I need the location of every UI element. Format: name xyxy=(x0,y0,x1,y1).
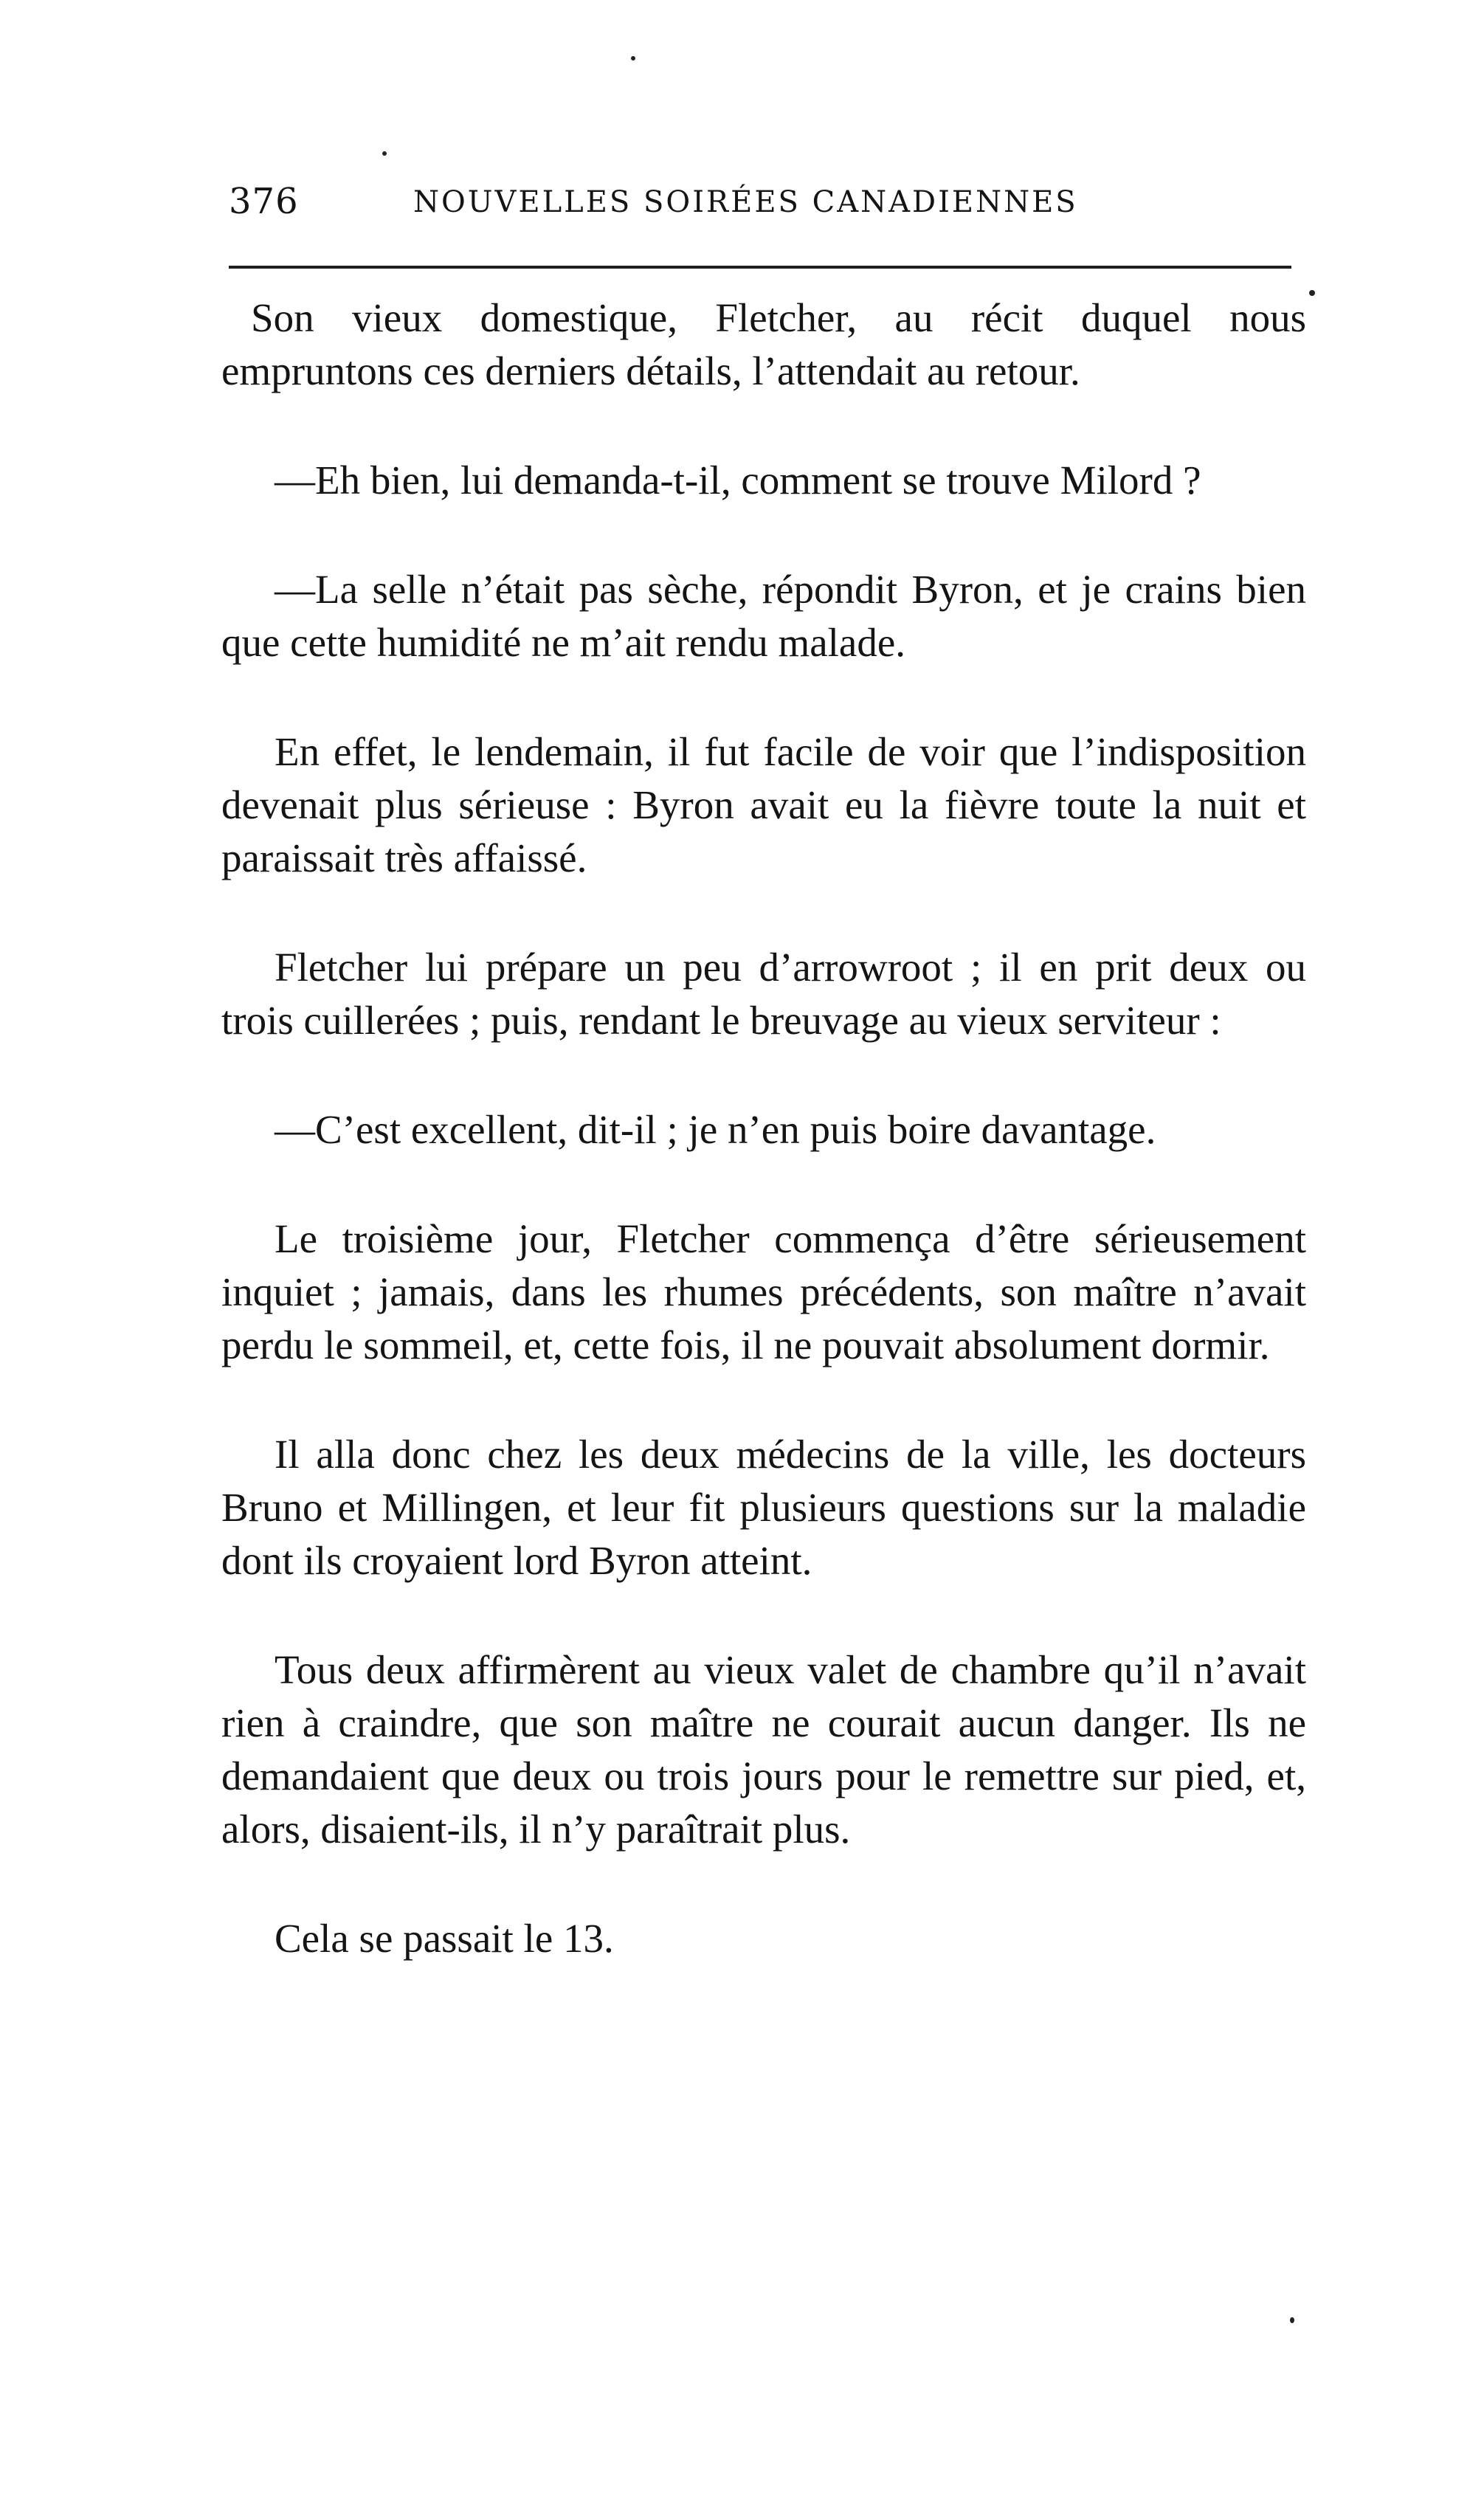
page-number: 376 xyxy=(229,181,299,222)
paragraph: Cela se passait le 13. xyxy=(275,1916,614,1961)
ink-speck xyxy=(1290,2317,1294,2323)
paragraph: —La selle n’était pas sèche, répondit Byron, et je crains bien que cette humidité ne m’ait rendu malade. xyxy=(221,567,1306,665)
paragraph: —C’est excellent, dit-il ; je n’en puis boire davantage. xyxy=(275,1107,1156,1152)
ink-speck xyxy=(1309,290,1315,296)
paragraph: —Eh bien, lui demanda-t-il, comment se trouve Milord ? xyxy=(275,458,1201,503)
paragraph: Fletcher lui prépare un peu d’arrowroot ; il en prit deux ou trois cuillerées ; puis, rendant le breuvage au vieux serviteur : xyxy=(221,945,1306,1043)
body-text xyxy=(221,292,1306,2021)
running-head: NOUVELLES SOIRÉES CANADIENNES xyxy=(413,185,1078,219)
paragraph: En effet, le lendemain, il fut facile de voir que l’indisposition devenait plus sérieuse : Byron avait eu la fièvre toute la nuit et paraissait très affaissé. xyxy=(221,729,1306,880)
paragraph: Il alla donc chez les deux médecins de la ville, les docteurs Bruno et Millingen, et leur fit plusieurs questions sur la maladie dont ils croyaient lord Byron atteint. xyxy=(221,1432,1306,1583)
page-header xyxy=(229,181,1291,240)
header-rule xyxy=(229,266,1291,269)
ink-speck xyxy=(631,56,635,61)
ink-speck xyxy=(382,151,387,156)
paragraph: Tous deux affirmèrent au vieux valet de chambre qu’il n’avait rien à craindre, que son maître ne courait aucun danger. Ils ne demandaient que deux ou trois jours pour le remettre sur pied, et, alors, disaient-ils, il n’y paraîtrait plus. xyxy=(221,1647,1306,1852)
paragraph: Le troisième jour, Fletcher commença d’être sérieusement inquiet ; jamais, dans les rhumes précédents, son maître n’avait perdu le sommeil, et, cette fois, il ne pouvait absolument dormir. xyxy=(221,1216,1306,1367)
paragraph: Son vieux domestique, Fletcher, au récit duquel nous empruntons ces derniers détails, l’attendait au retour. xyxy=(221,295,1306,393)
